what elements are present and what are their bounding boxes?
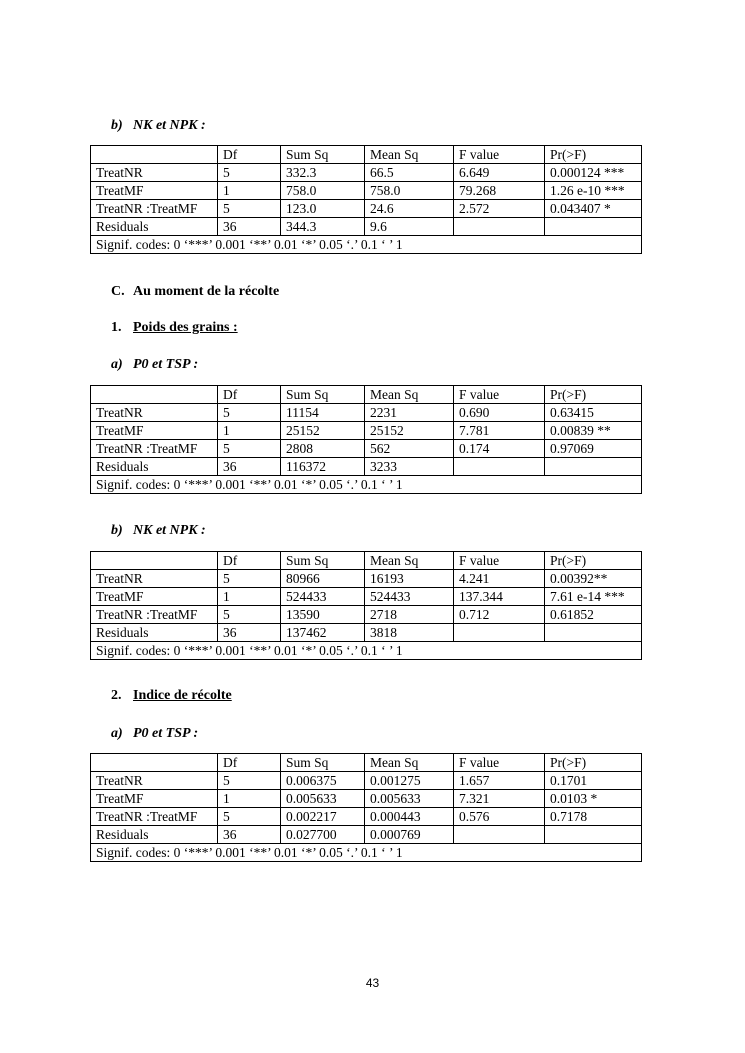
- table-cell: [454, 218, 545, 236]
- section-heading-recolte: [111, 284, 279, 300]
- table-cell: 0.0103 *: [545, 790, 642, 808]
- table-row: [91, 404, 642, 422]
- table-cell: [454, 624, 545, 642]
- table-cell: Residuals: [91, 218, 218, 236]
- table-cell: 0.006375: [281, 772, 365, 790]
- table-cell: 79.268: [454, 182, 545, 200]
- table-cell: TreatNR: [91, 164, 218, 182]
- table-cell: 1: [218, 422, 281, 440]
- section-title: Poids des grains :: [133, 320, 238, 335]
- table-cell: 2231: [365, 404, 454, 422]
- table-cell: TreatMF: [91, 422, 218, 440]
- table-cell: 1: [218, 182, 281, 200]
- table-row: [91, 570, 642, 588]
- table-cell: 1: [218, 790, 281, 808]
- table-cell: 36: [218, 826, 281, 844]
- anova-table-3: [90, 551, 642, 660]
- table-row: [91, 790, 642, 808]
- table-cell: Residuals: [91, 826, 218, 844]
- column-header: F value: [454, 386, 545, 404]
- section-number: 2.: [111, 688, 122, 703]
- table-cell: 3233: [365, 458, 454, 476]
- table-cell: 1.26 e-10 ***: [545, 182, 642, 200]
- table-cell: 562: [365, 440, 454, 458]
- subheading-p0-tsp: [111, 726, 198, 742]
- table-row: [91, 808, 642, 826]
- section-heading-poids: [111, 320, 238, 336]
- table-cell: 0.63415: [545, 404, 642, 422]
- table-cell: 16193: [365, 570, 454, 588]
- table-cell: 0.005633: [281, 790, 365, 808]
- table-cell: TreatNR :TreatMF: [91, 200, 218, 218]
- table-cell: 5: [218, 808, 281, 826]
- table-cell: 0.000443: [365, 808, 454, 826]
- subheading-title: P0 et TSP :: [133, 357, 199, 372]
- table-cell: 0.002217: [281, 808, 365, 826]
- table-header-row: [91, 386, 642, 404]
- table-cell: 524433: [365, 588, 454, 606]
- table-cell: 24.6: [365, 200, 454, 218]
- anova-table-4: [90, 753, 642, 862]
- column-header: [91, 386, 218, 404]
- table-cell: [454, 826, 545, 844]
- signif-codes: Signif. codes: 0 ‘***’ 0.001 ‘**’ 0.01 ‘*’ 0.05 ‘.’ 0.1 ‘ ’ 1: [91, 844, 642, 862]
- table-cell: 7.61 e-14 ***: [545, 588, 642, 606]
- table-row: [91, 164, 642, 182]
- subheading-label: b): [111, 523, 123, 538]
- section-number: C.: [111, 284, 125, 299]
- table-cell: 66.5: [365, 164, 454, 182]
- table-cell: 1: [218, 588, 281, 606]
- section-title: Indice de récolte: [133, 688, 232, 703]
- signif-codes-row: [91, 642, 642, 660]
- subheading-title: P0 et TSP :: [133, 726, 199, 741]
- table-cell: 758.0: [281, 182, 365, 200]
- table-cell: TreatNR :TreatMF: [91, 808, 218, 826]
- table-cell: 0.97069: [545, 440, 642, 458]
- table-cell: 1.657: [454, 772, 545, 790]
- table-row: [91, 772, 642, 790]
- table-cell: 0.690: [454, 404, 545, 422]
- table-row: [91, 826, 642, 844]
- table-cell: Residuals: [91, 458, 218, 476]
- signif-codes: Signif. codes: 0 ‘***’ 0.001 ‘**’ 0.01 ‘*’ 0.05 ‘.’ 0.1 ‘ ’ 1: [91, 236, 642, 254]
- table-cell: 0.005633: [365, 790, 454, 808]
- subheading-nk-npk: [111, 523, 206, 539]
- column-header: Sum Sq: [281, 754, 365, 772]
- table-cell: TreatNR :TreatMF: [91, 440, 218, 458]
- table-row: [91, 422, 642, 440]
- table-cell: 0.576: [454, 808, 545, 826]
- column-header: Mean Sq: [365, 386, 454, 404]
- table-row: [91, 588, 642, 606]
- table-cell: 36: [218, 458, 281, 476]
- table-cell: TreatNR: [91, 404, 218, 422]
- table-cell: [545, 218, 642, 236]
- table-cell: 36: [218, 218, 281, 236]
- column-header: F value: [454, 146, 545, 164]
- subheading-label: a): [111, 357, 123, 372]
- table-cell: 0.00839 **: [545, 422, 642, 440]
- column-header: Sum Sq: [281, 146, 365, 164]
- column-header: Mean Sq: [365, 754, 454, 772]
- table-cell: 0.174: [454, 440, 545, 458]
- table-cell: 7.321: [454, 790, 545, 808]
- table-cell: 344.3: [281, 218, 365, 236]
- column-header: Sum Sq: [281, 386, 365, 404]
- table-cell: 9.6: [365, 218, 454, 236]
- table-cell: 25152: [365, 422, 454, 440]
- table-cell: 137.344: [454, 588, 545, 606]
- table-cell: 3818: [365, 624, 454, 642]
- table-row: [91, 606, 642, 624]
- table-cell: 0.000124 ***: [545, 164, 642, 182]
- table-row: [91, 440, 642, 458]
- anova-table-1: [90, 145, 642, 254]
- column-header: Pr(>F): [545, 386, 642, 404]
- column-header: [91, 754, 218, 772]
- table-cell: 0.027700: [281, 826, 365, 844]
- table-header-row: [91, 552, 642, 570]
- signif-codes-row: [91, 236, 642, 254]
- table-cell: 36: [218, 624, 281, 642]
- subheading-title: NK et NPK :: [133, 523, 206, 538]
- subheading-title: NK et NPK :: [133, 118, 206, 133]
- table-cell: 5: [218, 570, 281, 588]
- table-cell: 758.0: [365, 182, 454, 200]
- signif-codes: Signif. codes: 0 ‘***’ 0.001 ‘**’ 0.01 ‘*’ 0.05 ‘.’ 0.1 ‘ ’ 1: [91, 642, 642, 660]
- signif-codes-row: [91, 844, 642, 862]
- table-cell: 123.0: [281, 200, 365, 218]
- signif-codes-row: [91, 476, 642, 494]
- table-cell: 0.000769: [365, 826, 454, 844]
- column-header: F value: [454, 552, 545, 570]
- signif-codes: Signif. codes: 0 ‘***’ 0.001 ‘**’ 0.01 ‘*’ 0.05 ‘.’ 0.1 ‘ ’ 1: [91, 476, 642, 494]
- table-cell: [545, 458, 642, 476]
- table-cell: 13590: [281, 606, 365, 624]
- table-row: [91, 200, 642, 218]
- table-cell: 116372: [281, 458, 365, 476]
- table-cell: 0.61852: [545, 606, 642, 624]
- table-cell: TreatNR: [91, 772, 218, 790]
- section-heading-indice: [111, 688, 232, 704]
- subheading-label: a): [111, 726, 123, 741]
- column-header: Pr(>F): [545, 552, 642, 570]
- table-cell: [454, 458, 545, 476]
- table-cell: [545, 624, 642, 642]
- subheading-nk-npk: [111, 118, 206, 134]
- column-header: F value: [454, 754, 545, 772]
- column-header: Df: [218, 552, 281, 570]
- table-cell: 0.7178: [545, 808, 642, 826]
- page-number: 43: [365, 976, 380, 990]
- table-cell: 0.043407 *: [545, 200, 642, 218]
- table-cell: 332.3: [281, 164, 365, 182]
- table-row: [91, 182, 642, 200]
- table-cell: 5: [218, 440, 281, 458]
- table-cell: 7.781: [454, 422, 545, 440]
- column-header: Df: [218, 146, 281, 164]
- table-cell: 5: [218, 404, 281, 422]
- column-header: Mean Sq: [365, 552, 454, 570]
- table-cell: 80966: [281, 570, 365, 588]
- table-cell: 2.572: [454, 200, 545, 218]
- table-cell: 5: [218, 200, 281, 218]
- table-cell: TreatMF: [91, 790, 218, 808]
- table-cell: 2808: [281, 440, 365, 458]
- table-cell: 0.712: [454, 606, 545, 624]
- column-header: [91, 146, 218, 164]
- table-header-row: [91, 754, 642, 772]
- table-cell: 0.00392**: [545, 570, 642, 588]
- table-cell: 137462: [281, 624, 365, 642]
- table-cell: 5: [218, 164, 281, 182]
- column-header: Mean Sq: [365, 146, 454, 164]
- table-cell: TreatMF: [91, 588, 218, 606]
- column-header: Df: [218, 754, 281, 772]
- table-cell: 5: [218, 772, 281, 790]
- table-row: [91, 218, 642, 236]
- column-header: Pr(>F): [545, 754, 642, 772]
- column-header: Pr(>F): [545, 146, 642, 164]
- table-cell: 524433: [281, 588, 365, 606]
- table-cell: Residuals: [91, 624, 218, 642]
- table-cell: 0.001275: [365, 772, 454, 790]
- column-header: Sum Sq: [281, 552, 365, 570]
- table-row: [91, 624, 642, 642]
- table-cell: 5: [218, 606, 281, 624]
- table-cell: [545, 826, 642, 844]
- table-cell: TreatMF: [91, 182, 218, 200]
- section-title: Au moment de la récolte: [133, 284, 280, 299]
- subheading-p0-tsp: [111, 357, 198, 373]
- table-cell: 0.1701: [545, 772, 642, 790]
- table-cell: 2718: [365, 606, 454, 624]
- table-cell: TreatNR: [91, 570, 218, 588]
- table-cell: 11154: [281, 404, 365, 422]
- table-cell: TreatNR :TreatMF: [91, 606, 218, 624]
- anova-table-2: [90, 385, 642, 494]
- table-cell: 6.649: [454, 164, 545, 182]
- column-header: [91, 552, 218, 570]
- table-row: [91, 458, 642, 476]
- table-cell: 25152: [281, 422, 365, 440]
- column-header: Df: [218, 386, 281, 404]
- section-number: 1.: [111, 320, 122, 335]
- subheading-label: b): [111, 118, 123, 133]
- table-cell: 4.241: [454, 570, 545, 588]
- table-header-row: [91, 146, 642, 164]
